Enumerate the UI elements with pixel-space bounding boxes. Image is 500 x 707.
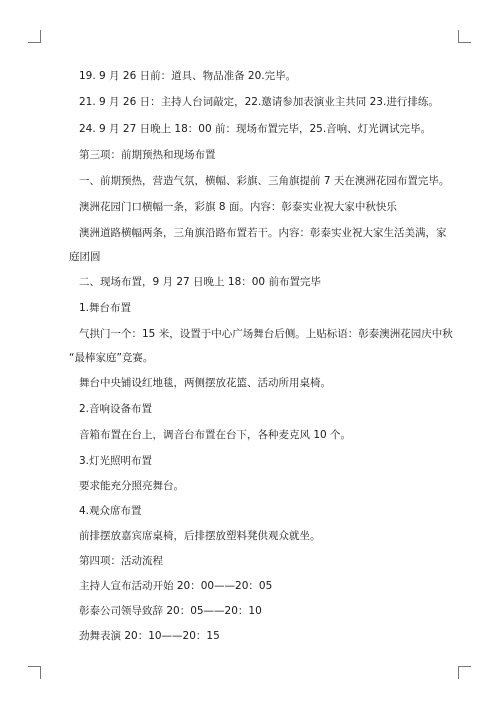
text-line: 澳洲花园门口横幅一条，彩旗 8 面。内容：彰泰实业祝大家中秋快乐	[79, 201, 397, 213]
text-line: 一、前期预热，营造气氛，横幅、彩旗、三角旗提前 7 天在澳洲花园布置完毕。	[79, 175, 450, 187]
text-line: “最棒家庭”竞赛。	[69, 352, 154, 364]
text-line: 主持人宣布活动开始 20：00——20：05	[79, 580, 273, 592]
text-line: 21. 9 月 26 日：主持人台词敲定，22.邀请参加表演业主共同 23.进行排练。	[79, 96, 439, 108]
subsection-heading: 1.舞台布置	[79, 302, 132, 314]
text-line: 24. 9 月 27 日晚上 18：00 前：现场布置完毕，25.音响、灯光调试完毕。	[79, 123, 432, 135]
text-line: 劲舞表演 20：10——20：15	[79, 630, 220, 642]
text-line: 前排摆放嘉宾席桌椅，后排摆放塑料凳供观众就坐。	[79, 530, 321, 542]
text-line: 音箱布置在台上，调音台布置在台下，各种麦克风 10 个。	[79, 429, 352, 441]
section-heading: 第四项：活动流程	[79, 555, 163, 567]
section-heading: 第三项：前期预热和现场布置	[79, 149, 216, 161]
text-line: 澳洲道路横幅两条，三角旗沿路布置若干。内容：彰泰实业祝大家生活美满，家	[79, 227, 447, 239]
text-line: 庭团圆	[69, 251, 101, 263]
text-line: 二、现场布置，9 月 27 日晚上 18：00 前布置完毕	[79, 276, 321, 288]
text-line: 气拱门一个：15 米，设置于中心广场舞台后侧。上贴标语：彰泰澳洲花园庆中秋	[79, 328, 453, 340]
text-line: 19. 9 月 26 日前：道具、物品准备 20.完毕。	[79, 70, 297, 82]
text-line: 要求能充分照亮舞台。	[79, 480, 184, 492]
subsection-heading: 2.音响设备布置	[79, 403, 153, 415]
subsection-heading: 3.灯光照明布置	[79, 455, 153, 467]
subsection-heading: 4.观众席布置	[79, 505, 142, 517]
text-line: 舞台中央铺设红地毯，两侧摆放花篮、活动所用桌椅。	[79, 377, 331, 389]
text-line: 彰泰公司领导致辞 20：05——20：10	[79, 605, 262, 617]
